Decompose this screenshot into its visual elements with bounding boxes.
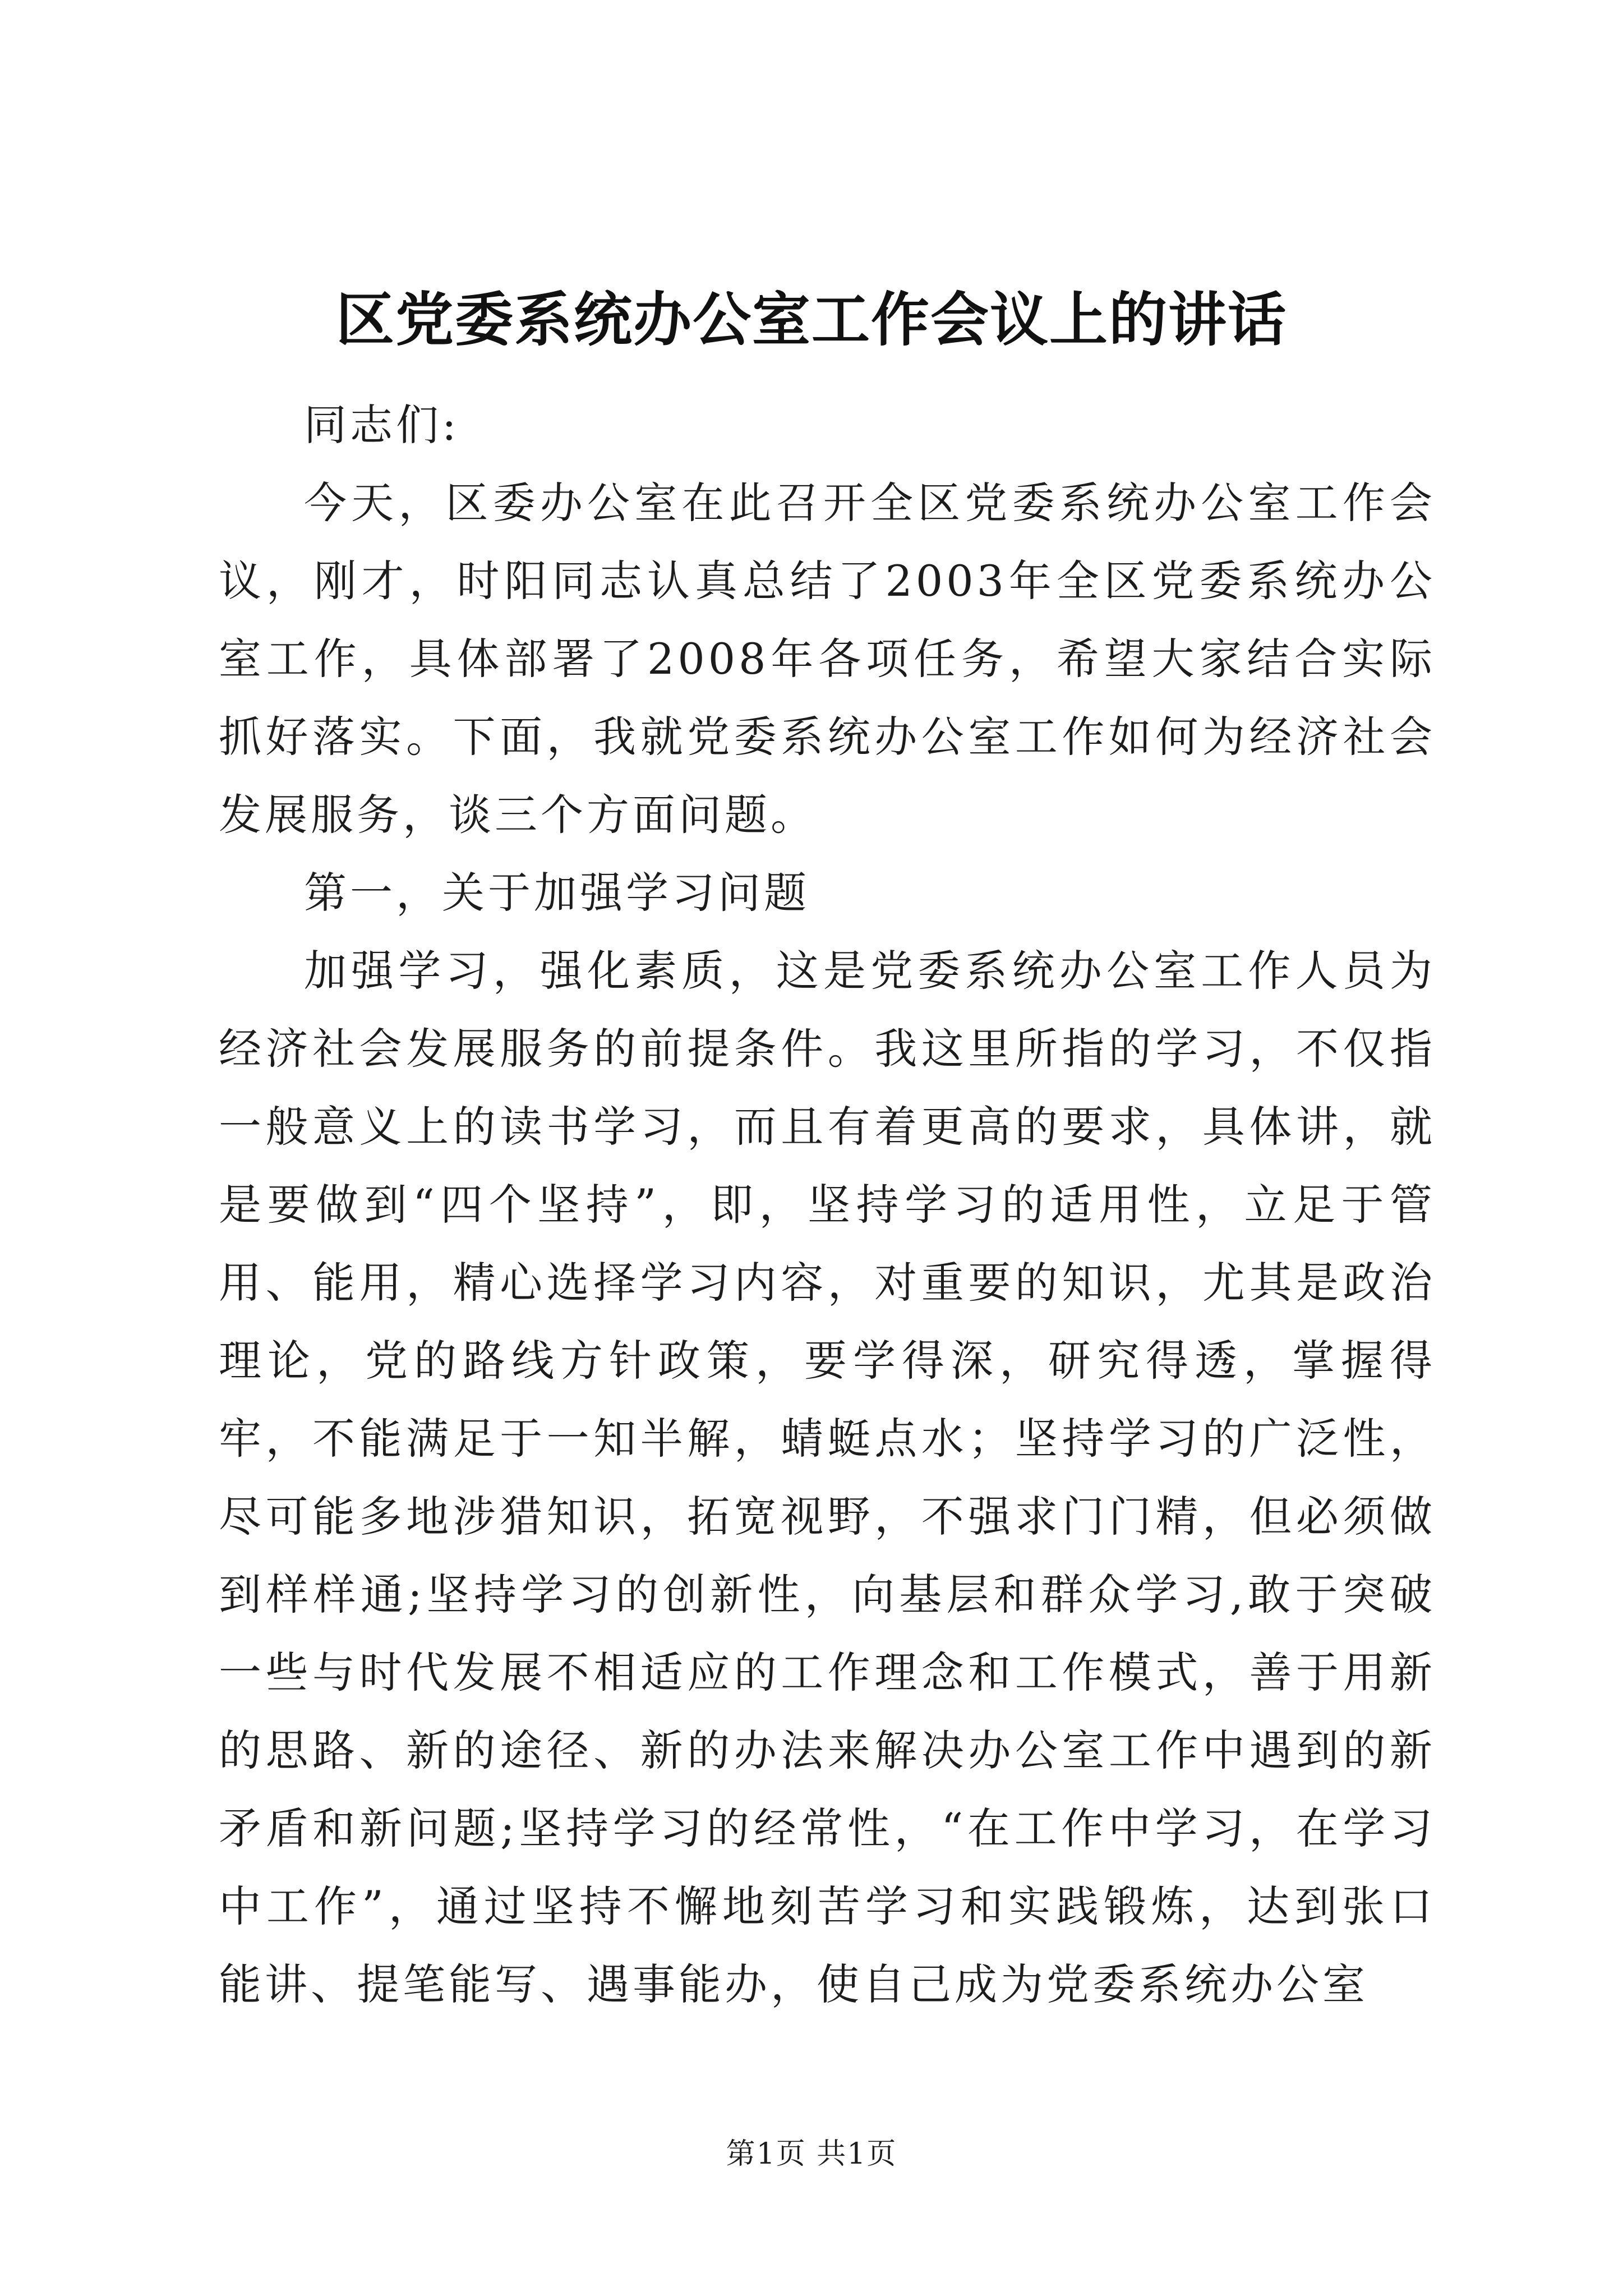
intro-paragraph: 今天，区委办公室在此召开全区党委系统办公室工作会议，刚才，时阳同志认真总结了2003年全区党委系统办公室工作，具体部署了2008年各项任务，希望大家结合实际抓好落实。下面，我就党委系统办公室工作如何为经济社会发展服务，谈三个方面问题。 xyxy=(219,478,1436,840)
document-title: 区党委系统办公室工作会议上的讲话 xyxy=(335,285,1287,354)
body-paragraph: 加强学习，强化素质，这是党委系统办公室工作人员为经济社会发展服务的前提条件。我这里所指的学习，不仅指一般意义上的读书学习，而且有着更高的要求，具体讲，就是要做到“四个坚持”，即，坚持学习的适用性，立足于管用、能用，精心选择学习内容，对重要的知识，尤其是政治理论，党的路线方针政策，要学得深，研究得透，掌握得牢，不能满足于一知半解，蜻蜓点水；坚持学习的广泛性，尽可能多地涉猎知识，拓宽视野，不强求门门精，但必须做到样样通;坚持学习的创新性，向基层和群众学习,敢于突破一些与时代发展不相适应的工作理念和工作模式，善于用新的思路、新的途径、新的办法来解决办公室工作中遇到的新矛盾和新问题;坚持学习的经常性，“在工作中学习，在学习中工作”，通过坚持不懈地刻苦学习和实践锻炼，达到张口能讲、提笔能写、遇事能办，使自己成为党委系统办公室 xyxy=(219,946,1436,2009)
document-body xyxy=(219,386,1436,2023)
page-number-footer: 第1页 共1页 xyxy=(726,2137,897,2171)
section-heading-paragraph: 第一，关于加强学习问题 xyxy=(304,868,810,918)
salutation-paragraph: 同志们: xyxy=(304,400,460,450)
